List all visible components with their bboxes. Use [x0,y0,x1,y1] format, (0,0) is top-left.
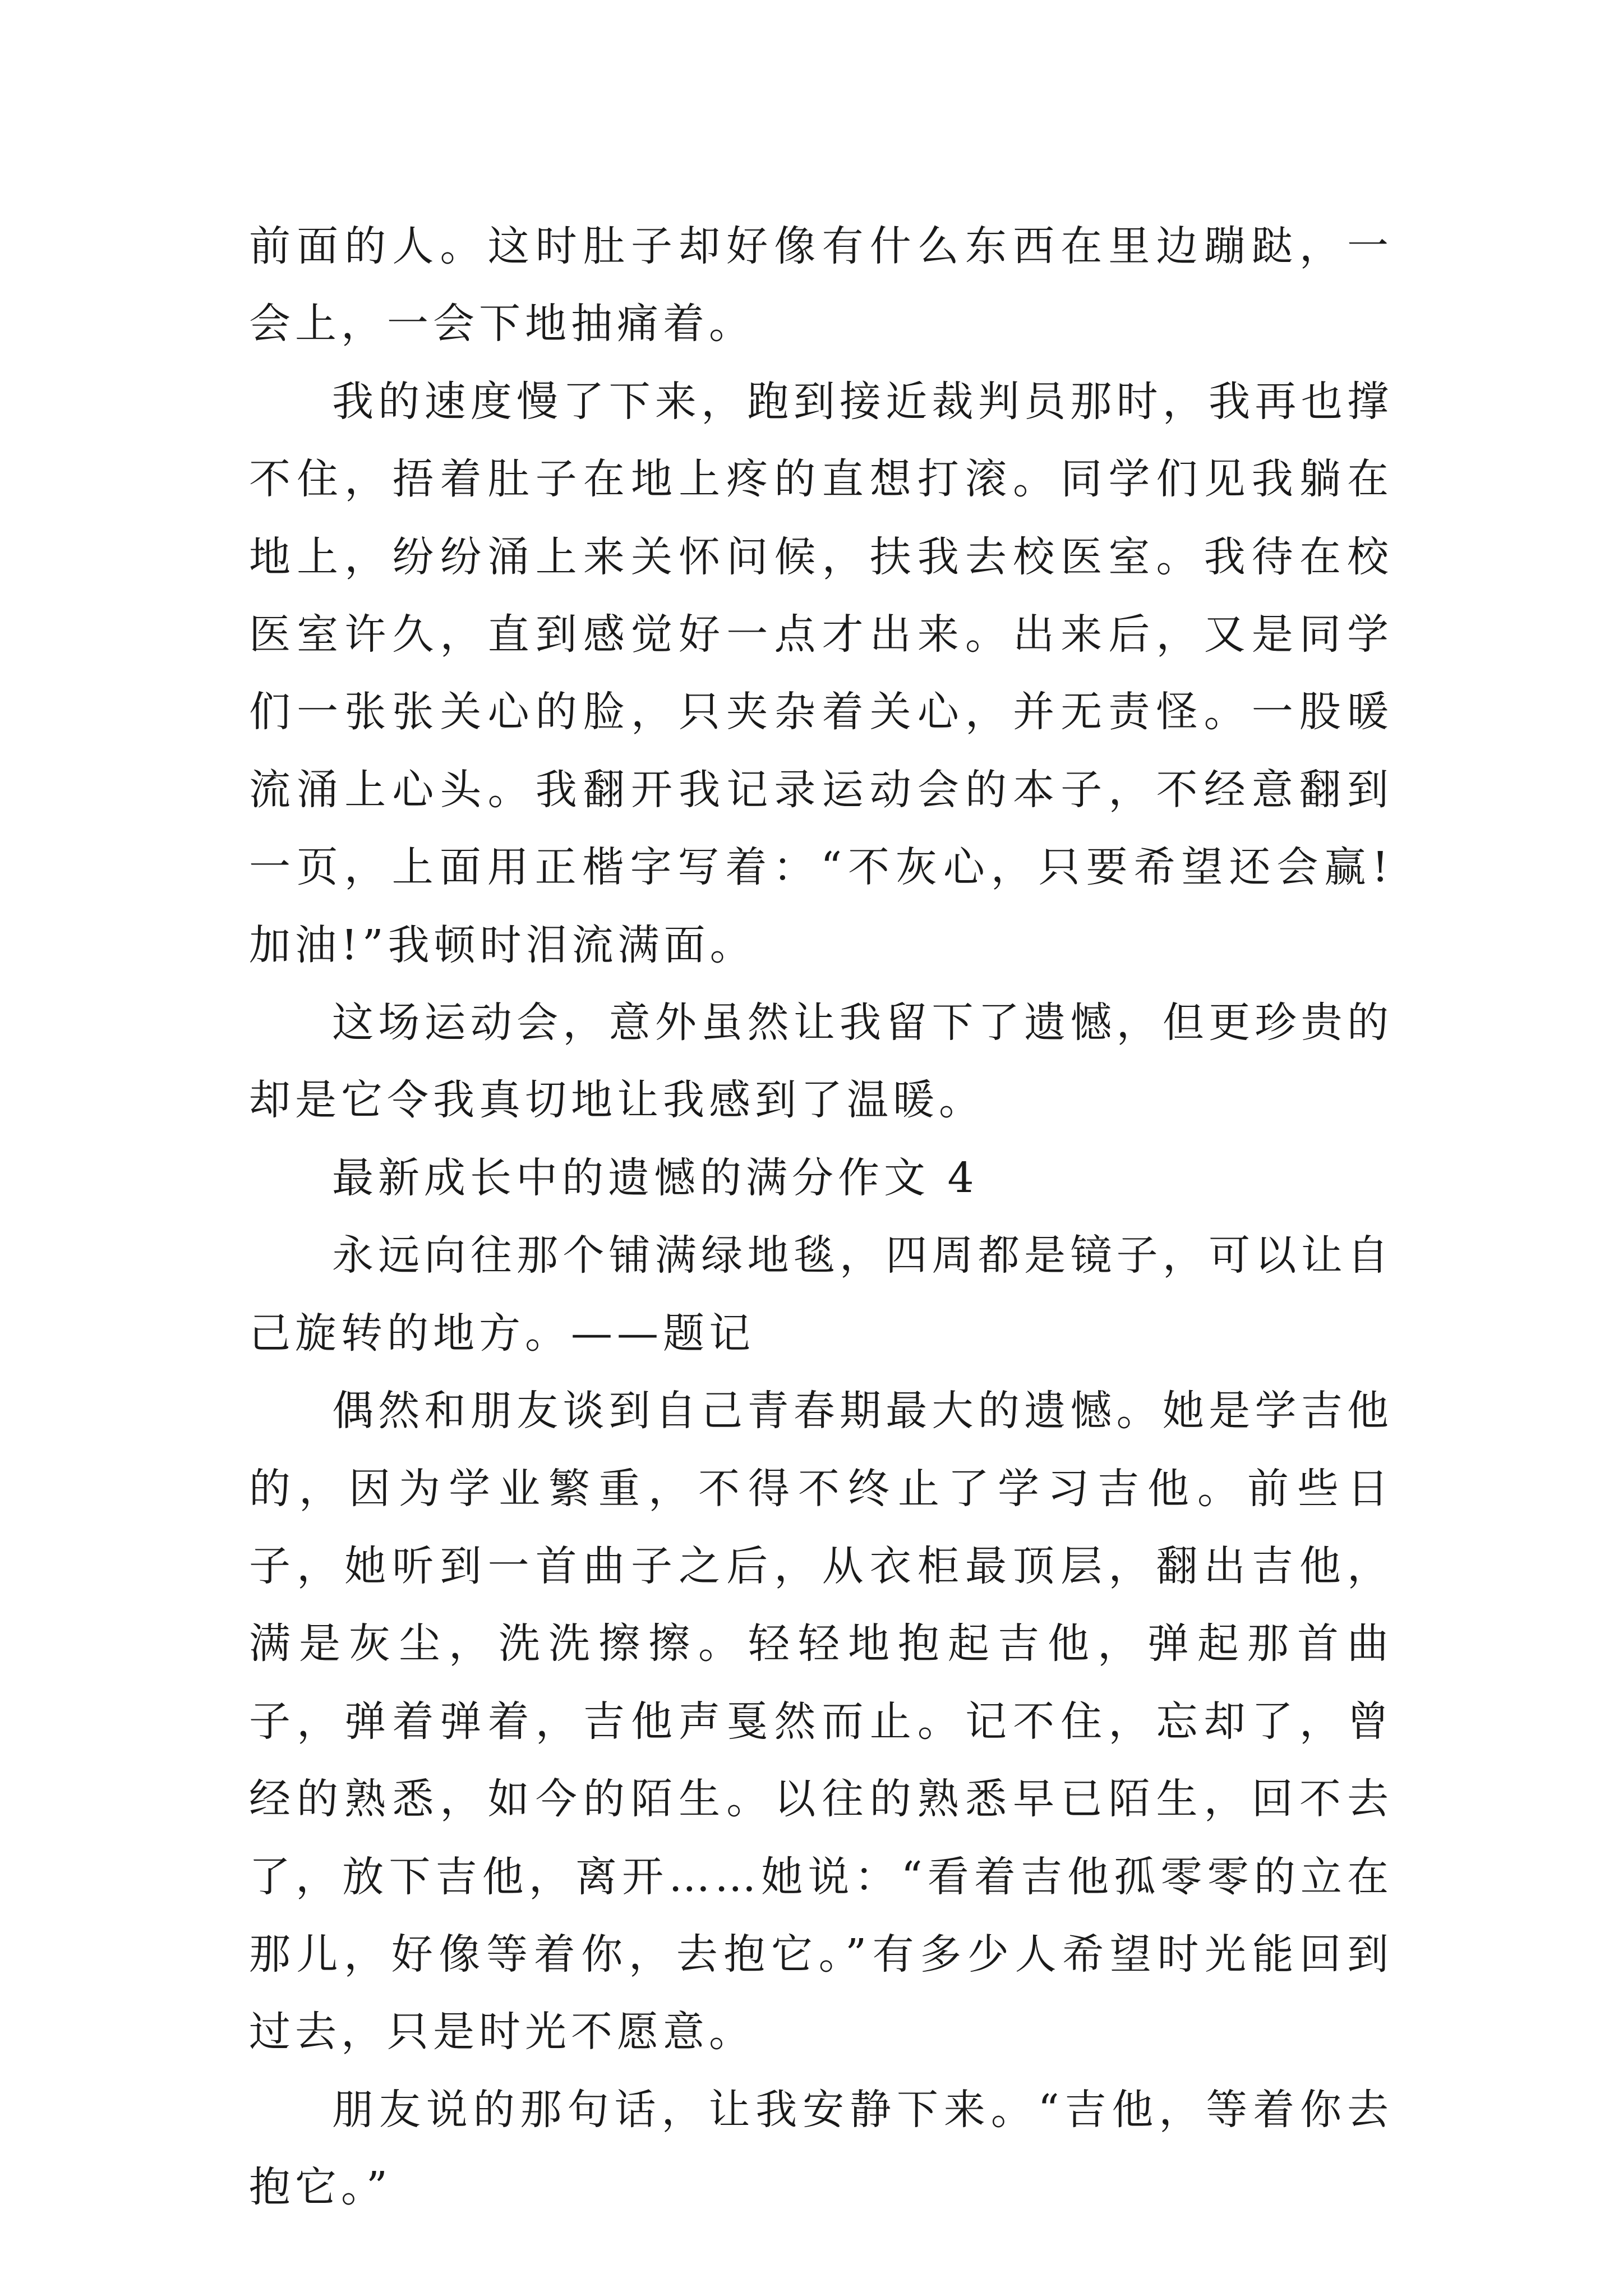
paragraph: 我的速度慢了下来，跑到接近裁判员那时，我再也撑不住，捂着肚子在地上疼的直想打滚。同学们见我躺在地上，纷纷涌上来关怀问候，扶我去校医室。我待在校医室许久，直到感觉好一点才出来。出来后，又是同学们一张张关心的脸，只夹杂着关心，并无责怪。一股暖流涌上心头。我翻开我记录运动会的本子，不经意翻到一页，上面用正楷字写着：“不灰心，只要希望还会赢!加油!”我顿时泪流满面。 [249,377,1393,969]
paragraph: 前面的人。这时肚子却好像有什么东西在里边蹦跶，一会上，一会下地抽痛着。 [249,222,1393,348]
paragraph: 这场运动会，意外虽然让我留下了遗憾，但更珍贵的却是它令我真切地让我感到了温暖。 [249,999,1393,1125]
paragraph: 偶然和朋友谈到自己青春期最大的遗憾。她是学吉他的，因为学业繁重，不得不终止了学习吉他。前些日子，她听到一首曲子之后，从衣柜最顶层，翻出吉他，满是灰尘，洗洗擦擦。轻轻地抱起吉他，弹起那首曲子，弹着弹着，吉他声戛然而止。记不住，忘却了，曾经的熟悉，如今的陌生。以往的熟悉早已陌生，回不去了，放下吉他，离开……她说：“看着吉他孤零零的立在那儿，好像等着你，去抱它。”有多少人希望时光能回到过去，只是时光不愿意。 [249,1387,1393,2056]
section-heading: 最新成长中的遗憾的满分作文 4 [332,1153,979,1202]
body-text [249,208,1393,2226]
paragraph: 永远向往那个铺满绿地毯，四周都是镜子，可以让自己旋转的地方。——题记 [249,1231,1393,1358]
paragraph: 朋友说的那句话，让我安静下来。“吉他，等着你去抱它。” [249,2085,1393,2212]
